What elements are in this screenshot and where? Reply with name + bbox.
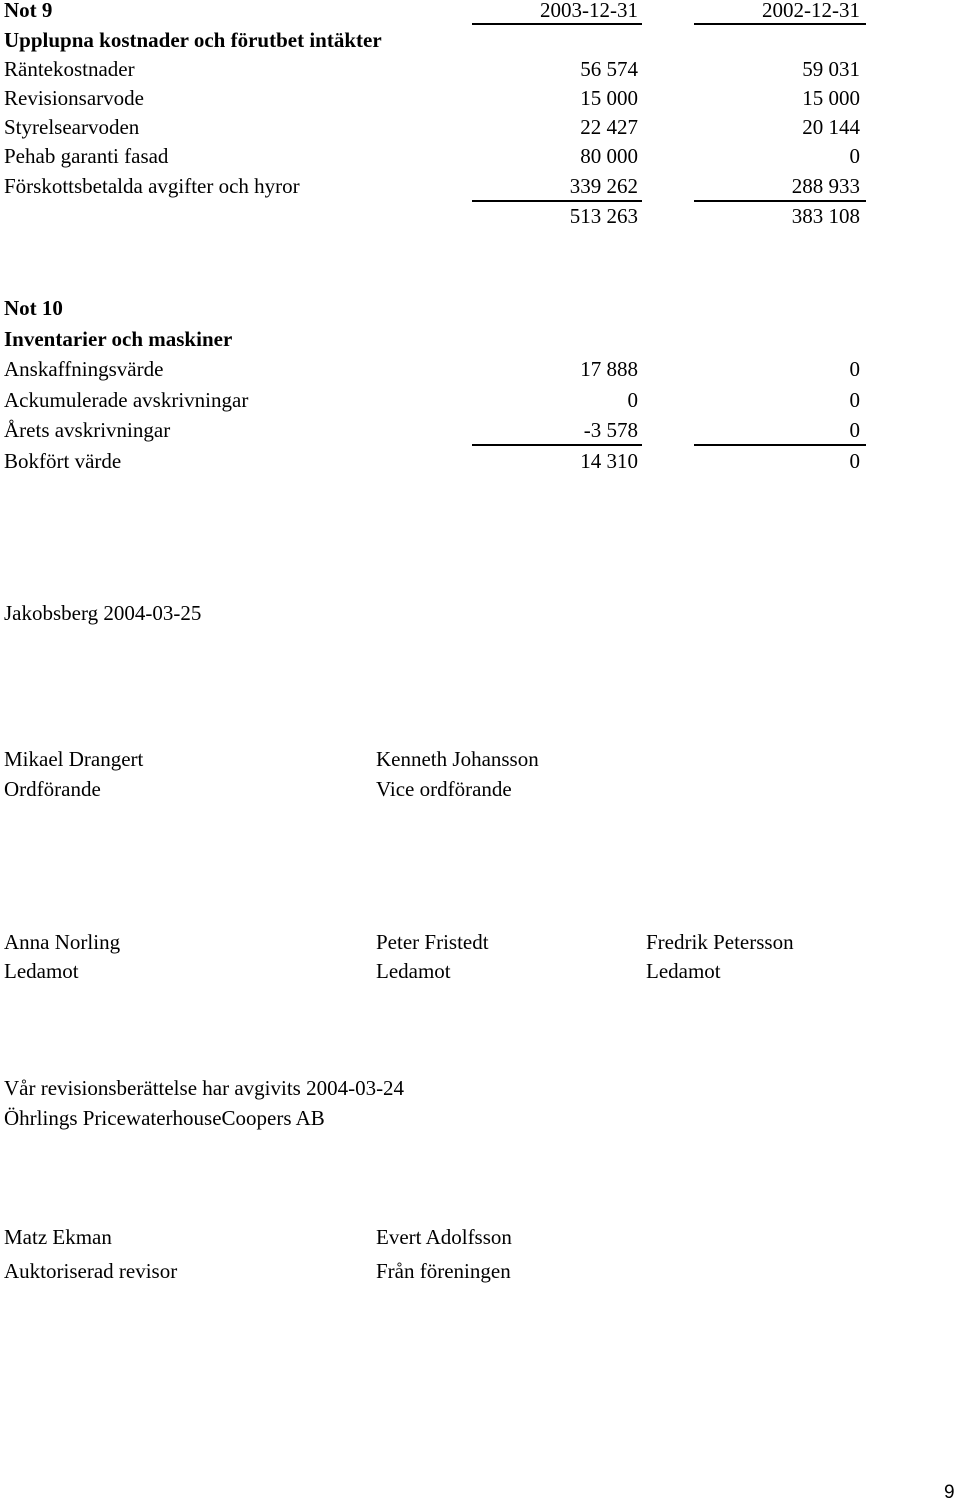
header-underline-col1 bbox=[472, 23, 642, 25]
signatory-role: Ordförande bbox=[4, 777, 101, 801]
row-label: Bokfört värde bbox=[4, 449, 122, 473]
place-date: Jakobsberg 2004-03-25 bbox=[4, 601, 202, 625]
row-value-2003: 14 310 bbox=[580, 449, 638, 473]
row-label: Ackumulerade avskrivningar bbox=[4, 388, 249, 412]
sum-line-col1 bbox=[472, 200, 642, 202]
row-value-2003: 80 000 bbox=[580, 144, 638, 168]
auditor-name: Evert Adolfsson bbox=[376, 1225, 512, 1249]
row-label: Pehab garanti fasad bbox=[4, 144, 169, 168]
signatory-name: Peter Fristedt bbox=[376, 930, 489, 954]
signatory-role: Ledamot bbox=[646, 959, 721, 983]
row-value-2002: 0 bbox=[849, 144, 860, 168]
signatory-name: Mikael Drangert bbox=[4, 747, 144, 771]
audit-statement: Vår revisionsberättelse har avgivits 2004-03-24 bbox=[4, 1076, 405, 1100]
row-label: Årets avskrivningar bbox=[4, 418, 171, 442]
note-9-title: Not 9 bbox=[4, 0, 53, 22]
row-value-2003: 15 000 bbox=[580, 86, 638, 110]
note-9-subtitle: Upplupna kostnader och förutbet intäkter bbox=[4, 28, 382, 52]
row-value-2002: 288 933 bbox=[791, 174, 860, 198]
row-value-2003: 339 262 bbox=[569, 174, 638, 198]
row-value-2002: 20 144 bbox=[802, 115, 860, 139]
sum-line-col1 bbox=[472, 444, 642, 446]
row-value-2002: 0 bbox=[849, 357, 860, 381]
row-value-2003: 56 574 bbox=[580, 57, 638, 81]
row-label: Revisionsarvode bbox=[4, 86, 144, 110]
sum-line-col2 bbox=[694, 444, 866, 446]
header-underline-col2 bbox=[694, 23, 866, 25]
column-header-2002: 2002-12-31 bbox=[762, 0, 860, 22]
auditor-name: Matz Ekman bbox=[4, 1225, 112, 1249]
sum-line-col2 bbox=[694, 200, 866, 202]
signatory-role: Vice ordförande bbox=[376, 777, 512, 801]
row-value-2002: 15 000 bbox=[802, 86, 860, 110]
row-value-2002: 59 031 bbox=[802, 57, 860, 81]
row-value-2003: 17 888 bbox=[580, 357, 638, 381]
total-value-2003: 513 263 bbox=[569, 204, 638, 228]
row-label: Räntekostnader bbox=[4, 57, 135, 81]
row-value-2003: -3 578 bbox=[583, 418, 638, 442]
signatory-name: Fredrik Petersson bbox=[646, 930, 794, 954]
row-label: Anskaffningsvärde bbox=[4, 357, 164, 381]
signatory-role: Ledamot bbox=[376, 959, 451, 983]
row-value-2002: 0 bbox=[849, 418, 860, 442]
audit-firm: Öhrlings PricewaterhouseCoopers AB bbox=[4, 1106, 325, 1130]
auditor-role: Från föreningen bbox=[376, 1259, 511, 1283]
note-10-subtitle: Inventarier och maskiner bbox=[4, 327, 233, 351]
page-number: 9 bbox=[944, 1482, 955, 1503]
total-value-2002: 383 108 bbox=[791, 204, 860, 228]
auditor-role: Auktoriserad revisor bbox=[4, 1259, 178, 1283]
row-label: Styrelsearvoden bbox=[4, 115, 140, 139]
row-value-2003: 22 427 bbox=[580, 115, 638, 139]
row-value-2002: 0 bbox=[849, 449, 860, 473]
row-value-2002: 0 bbox=[849, 388, 860, 412]
signatory-name: Kenneth Johansson bbox=[376, 747, 539, 771]
row-value-2003: 0 bbox=[627, 388, 638, 412]
row-label: Förskottsbetalda avgifter och hyror bbox=[4, 174, 300, 198]
signatory-role: Ledamot bbox=[4, 959, 79, 983]
column-header-2003: 2003-12-31 bbox=[540, 0, 638, 22]
note-10-title: Not 10 bbox=[4, 296, 63, 320]
signatory-name: Anna Norling bbox=[4, 930, 121, 954]
